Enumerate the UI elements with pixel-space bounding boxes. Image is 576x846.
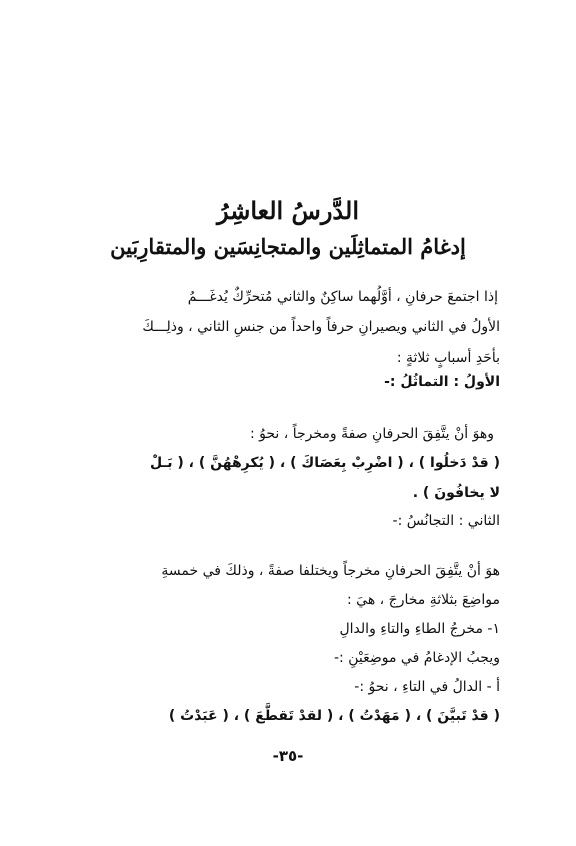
definition-line-3: مواضِعَ بثلاثةِ مخارجَ ، هيَ : xyxy=(347,592,500,608)
list-item-1: ١- مخرجُ الطاءِ والتاءِ والدالِ xyxy=(339,621,500,637)
rule-line: ويجبُ الإدغامُ في موضِعَيْنِ :- xyxy=(334,650,500,666)
sub-item-a: أ - الدالُ في التاءِ ، نحوُ :- xyxy=(354,679,500,695)
paragraph-line-2: الأولُ في الثاني ويصيرانِ حرفاً واحداً من جنسِ الثاني ، وذلِـــكَ xyxy=(142,319,500,335)
paragraph-line-3: بأحَدِ أسبابٍ ثلاثةٍ : xyxy=(396,350,500,366)
definition-line-1: وهوَ أنْ يتَّفِقَ الحرفانِ صفةً ومخرجاً ، نحوُ : xyxy=(249,426,494,442)
example-line-3: ( قدْ تَبيَّنَ ) ، ( مَهَدْتُ ) ، ( لقدْ تَقطَّعَ ) ، ( عَبَدْتُ ) xyxy=(168,708,500,724)
example-line-1: ( قدْ دَخلُوا ) ، ( اضْرِبْ بِعَصَاكَ ) ، ( يُكرِهْهُنَّ ) ، ( بَـلْ xyxy=(149,455,500,471)
page-number: -٣٥- xyxy=(272,747,304,765)
paragraph-line-1: إذا اجتمعَ حرفانِ ، أوَّلُهما ساكِنٌ والثاني مُتحرِّكٌ يُدغَـــمُ xyxy=(187,289,498,305)
example-line-2: لا يخافُونَ ) . xyxy=(412,485,500,501)
definition-line-2: هوَ أنْ يتَّفِقَ الحرفانِ مخرجاً ويختلفا صفةً ، وذلكَ في خمسةِ xyxy=(161,563,500,579)
lesson-subtitle: إدغامُ المتماثِلَين والمتجانِسَين والمتقارِبَين xyxy=(110,234,466,259)
section-heading-1: الأولُ : التماثُلُ :- xyxy=(384,374,500,390)
lesson-title: الدَّرسُ العاشِرُ xyxy=(216,196,360,225)
section-heading-2: الثاني : التجانُسُ :- xyxy=(392,513,500,529)
